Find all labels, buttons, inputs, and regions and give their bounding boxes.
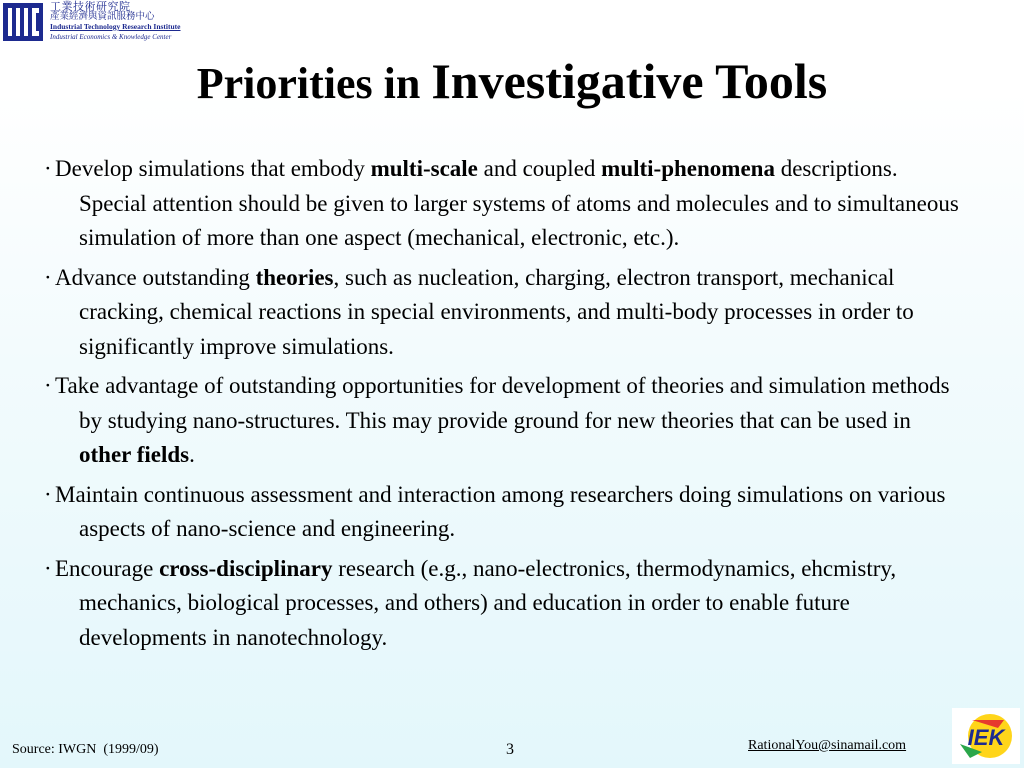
bullet-text: Encourage xyxy=(55,555,160,581)
bullet-dot: · xyxy=(44,156,52,181)
bullet-emphasis: other fields xyxy=(79,442,190,467)
bullet-item xyxy=(44,369,964,473)
logo-text xyxy=(50,2,181,42)
bullet-item xyxy=(44,152,964,256)
bullet-text: . xyxy=(189,442,195,467)
bullet-dot: · xyxy=(44,555,52,581)
bullet-list xyxy=(44,152,964,660)
logo-cn-line1: 工業技術研究院 xyxy=(50,1,131,13)
itri-logo xyxy=(3,3,181,42)
page-number: 3 xyxy=(506,741,514,758)
slide-title-part2: Investigative Tools xyxy=(431,53,828,109)
bullet-item xyxy=(44,478,964,547)
bullet-text: Take advantage of outstanding opportunities for development of theories and simulation methods by studying nano-structures. This may provide ground for new theories that can be used in xyxy=(55,373,950,433)
bullet-text: Advance outstanding xyxy=(55,264,256,290)
bullet-emphasis: multi-phenomena xyxy=(601,156,775,181)
bullet-text: descriptions. Special attention should be given to larger systems of atoms and molecules and to simultaneous simulation of more than one aspect (mechanical, electronic, etc.). xyxy=(79,156,959,250)
iek-logo-text: IEK xyxy=(967,725,1005,750)
source-citation: Source: IWGN (1999/09) xyxy=(12,742,159,757)
bullet-text: Develop simulations that embody xyxy=(55,156,371,181)
bullet-text: and coupled xyxy=(477,156,602,181)
logo-en-line1: Industrial Technology Research Institute xyxy=(50,22,181,31)
bullet-dot: · xyxy=(44,373,52,398)
bullet-dot: · xyxy=(44,481,52,507)
email-link[interactable]: RationalYou@sinamail.com xyxy=(748,738,907,753)
bullet-text: Maintain continuous assessment and interaction among researchers doing simulations on various aspects of nano-science and engineering. xyxy=(55,481,946,541)
slide-title xyxy=(0,52,1024,110)
bullet-dot: · xyxy=(44,264,52,290)
bullet-emphasis: multi-scale xyxy=(370,156,478,181)
iek-logo-icon xyxy=(952,708,1020,764)
bullet-text: research (e.g., nano-electronics, thermodynamics, ehcmistry, mechanics, biological processes, and others) and education in order to enable future developments in nanotechnology. xyxy=(79,555,897,650)
slide-title-part1: Priorities in xyxy=(196,59,432,108)
bullet-emphasis: cross-disciplinary xyxy=(159,555,333,581)
bullet-item xyxy=(44,552,964,656)
bullet-item xyxy=(44,261,964,365)
logo-en-line2: Industrial Economics & Knowledge Center xyxy=(50,33,172,41)
itri-logo-icon xyxy=(3,3,43,41)
logo-cn-line2: 產業經濟與資訊服務中心 xyxy=(50,12,155,22)
bullet-emphasis: theories xyxy=(255,264,334,290)
bullet-text: , such as nucleation, charging, electron transport, mechanical cracking, chemical reactions in special environments, and multi-body processes in order to significantly improve simulations. xyxy=(79,264,914,359)
